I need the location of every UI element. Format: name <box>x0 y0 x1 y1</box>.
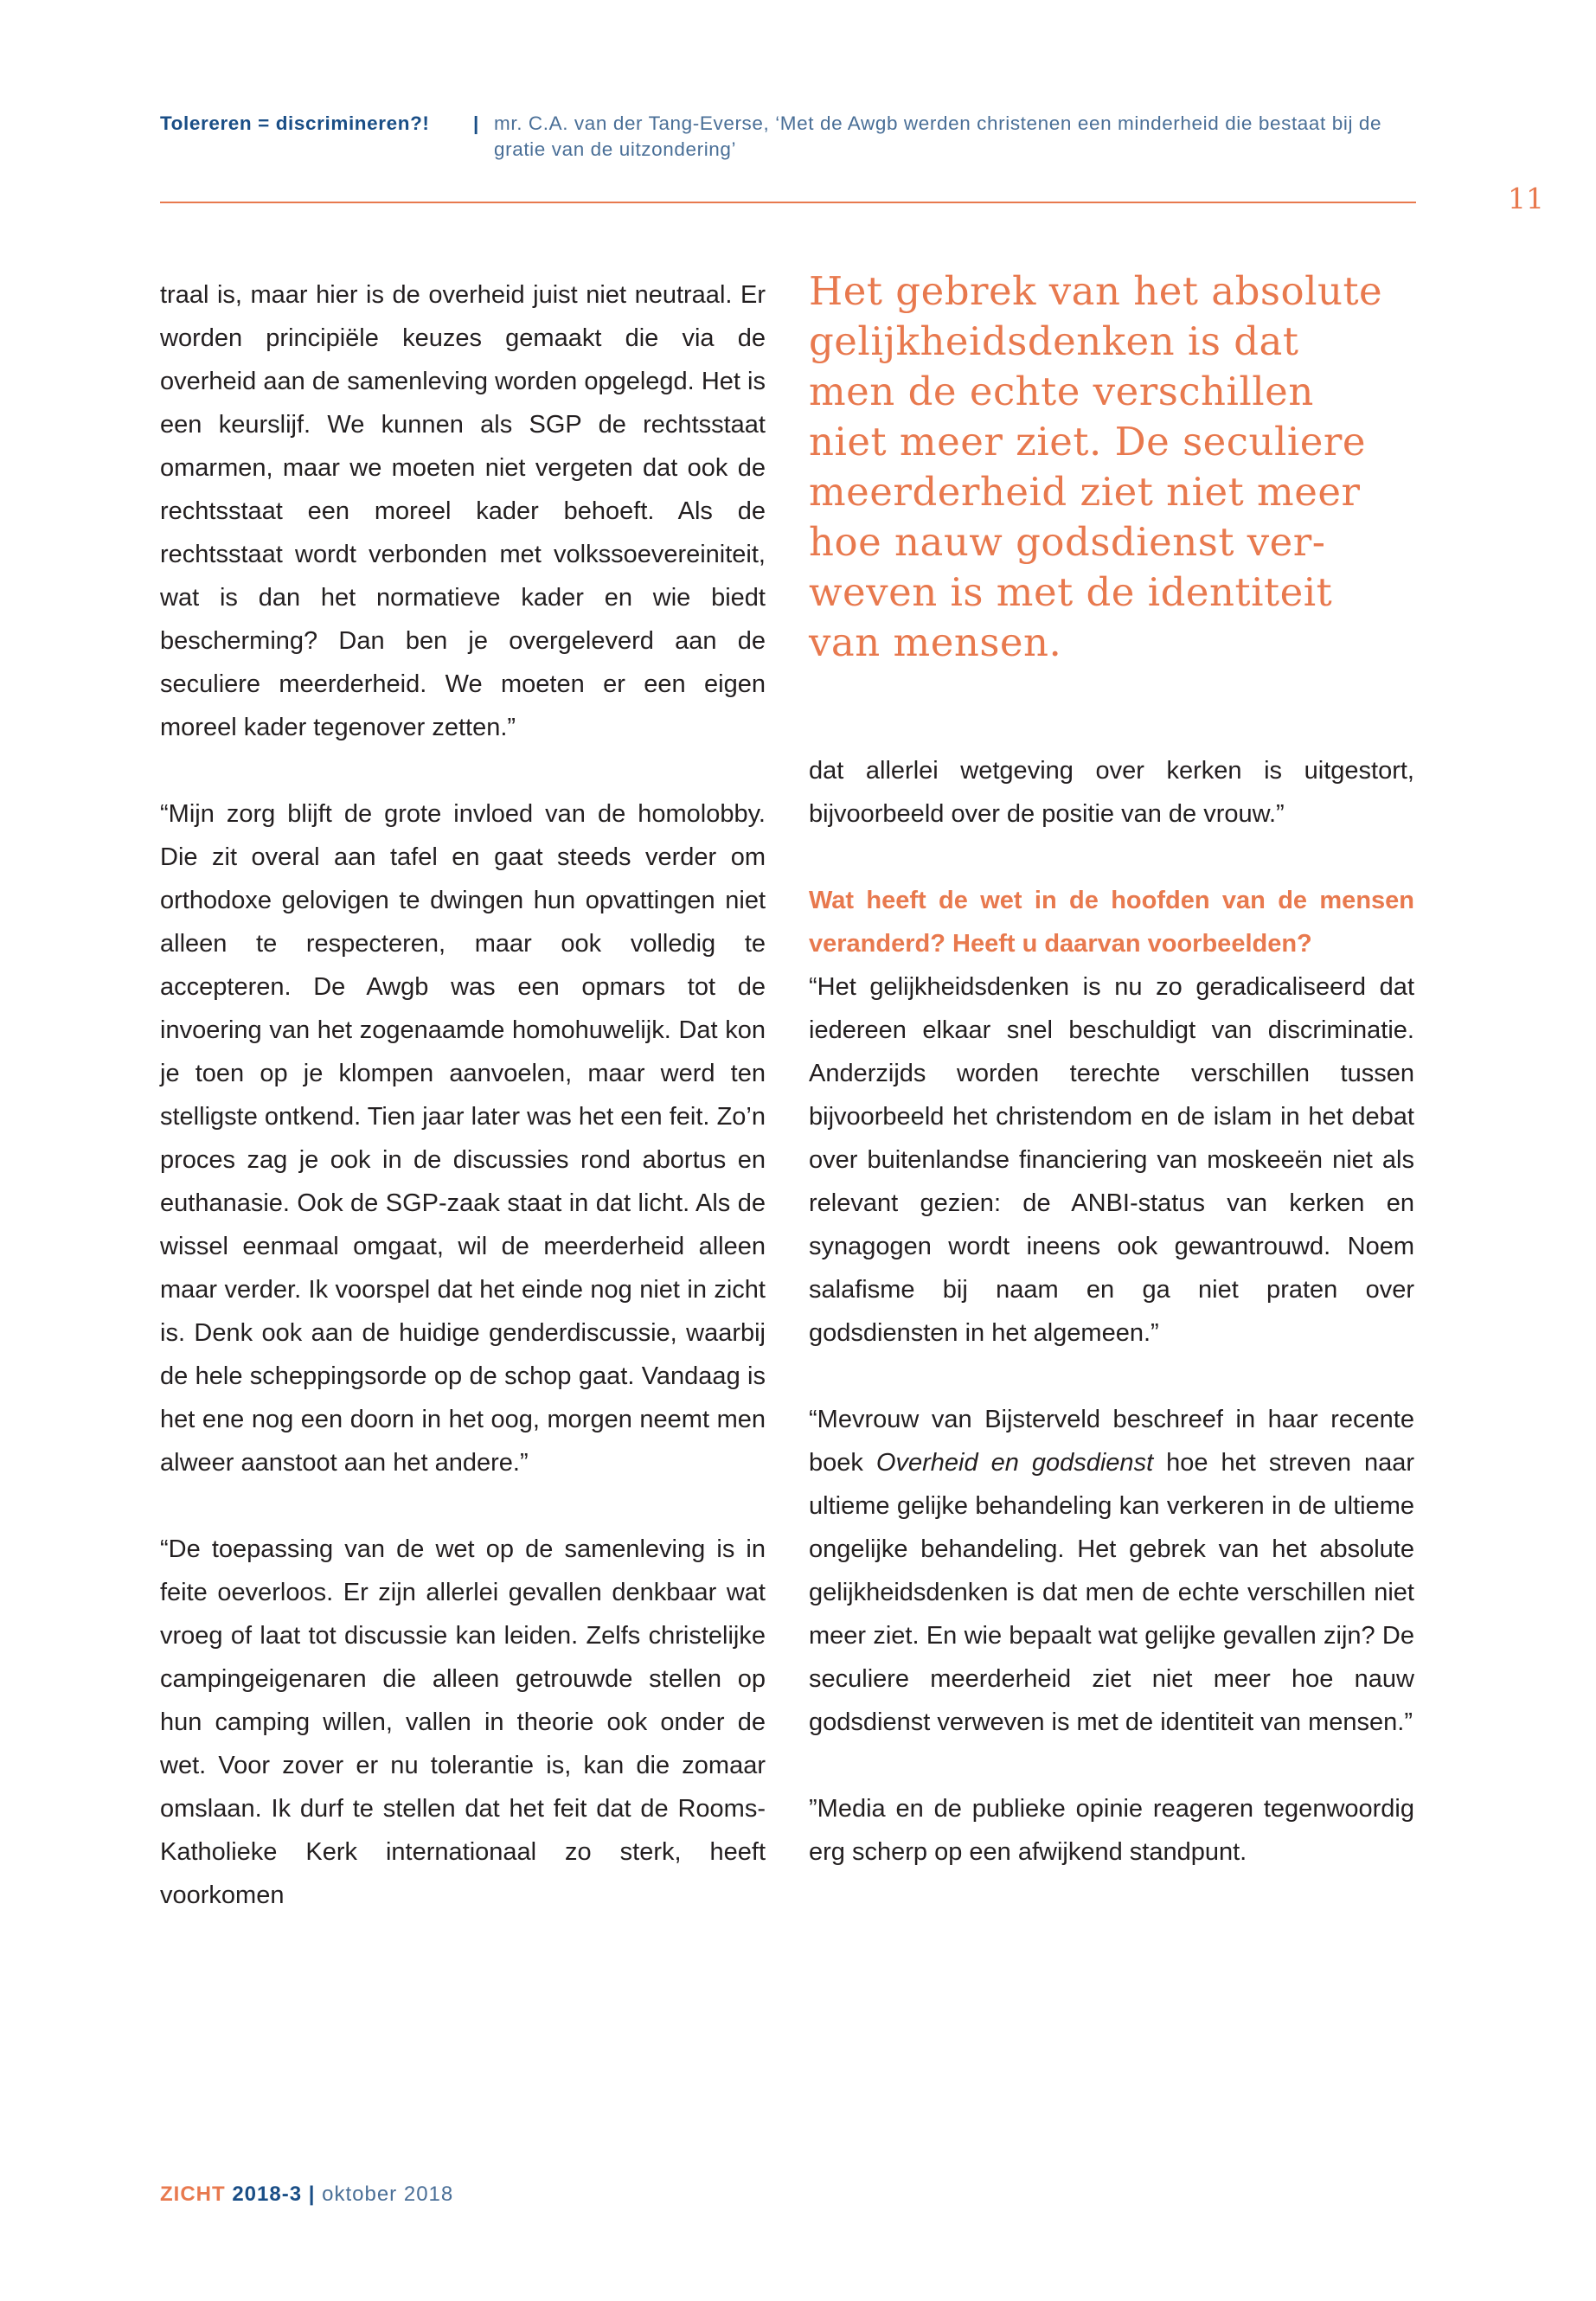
footer-date: oktober 2018 <box>322 2182 454 2206</box>
pull-quote-line: meerderheid ziet niet meer <box>809 469 1361 515</box>
pull-quote <box>809 266 1432 668</box>
paragraph: “Het gelijkheidsdenken is nu zo geradicaliseerd dat iedereen elkaar snel beschuldigt van discriminatie. Anderzijds worden terechte verschillen tussen bijvoorbeeld het christendom en de islam in het debat over buitenlandse financiering van moskeeën niet als relevant gezien: de ANBI-status van kerken en synagogen wordt ineens ook gewantrouwd. Noem salafisme bij naam en ga niet praten over godsdiensten in het algemeen.” <box>809 973 1414 1347</box>
pull-quote-line: hoe nauw godsdienst ver- <box>809 519 1326 565</box>
footer-separator: | <box>308 2182 316 2206</box>
pull-quote-line: niet meer ziet. De seculiere <box>809 419 1367 465</box>
header-subtitle: mr. C.A. van der Tang-Everse, ‘Met de Awgb werden christenen een minderheid die bestaat bij de gratie van de uitzondering’ <box>494 112 1382 160</box>
paragraph: “Mijn zorg blijft de grote invloed van de homolobby. Die zit overal aan tafel en gaat steeds verder om orthodoxe gelovigen te dwingen hun opvattingen niet alleen te respecteren, maar ook volledig te accepteren. De Awgb was een opmars tot de invoering van het zogenaamde homohuwelijk. Dat kon je toen op je klompen aanvoelen, maar werd ten stelligste ontkend. Tien jaar later was het een feit. Zo’n proces zag je ook in de discussies rond abortus en euthanasie. Ook de SGP-zaak staat in dat licht. Als de wissel eenmaal omgaat, wil de meerderheid alleen maar verder. Ik voorspel dat het einde nog niet in zicht is. Denk ook aan de huidige genderdiscussie, waarbij de hele scheppingsorde op de schop gaat. Vandaag is het ene nog een doorn in het oog, morgen neemt men alweer aanstoot aan het andere.” <box>160 800 766 1477</box>
left-column <box>160 273 766 1960</box>
paragraph: “De toepassing van de wet op de samenleving is in feite oeverloos. Er zijn allerlei gevallen denkbaar wat vroeg of laat tot discussie kan leiden. Zelfs christelijke campingeigenaren die alleen getrouwde stellen op hun camping willen, vallen in theorie ook onder de wet. Voor zover er nu tolerantie is, kan die zomaar omslaan. Ik durf te stellen dat het feit dat de Rooms-Katholieke Kerk internationaal zo sterk, heeft voorkomen <box>160 1535 766 1909</box>
footer-magazine: ZICHT <box>160 2182 226 2206</box>
pull-quote-line: van mensen. <box>809 619 1062 665</box>
header-separator: | <box>473 112 479 134</box>
header-rule <box>160 202 1416 203</box>
header-topic: Tolereren = discrimineren?! <box>160 112 430 134</box>
interview-question: Wat heeft de wet in de hoofden van de mensen veranderd? Heeft u daarvan voorbeelden? <box>809 887 1414 958</box>
book-title: Overheid en godsdienst <box>875 1449 1154 1477</box>
pull-quote-line: Het gebrek van het absolute <box>809 268 1383 314</box>
footer <box>160 2182 453 2207</box>
paragraph: dat allerlei wetgeving over kerken is uitgestort, bijvoorbeeld over de positie van de vrouw.” <box>809 757 1414 828</box>
paragraph <box>809 1398 1414 1744</box>
pull-quote-line: gelijkheidsdenken is dat <box>809 318 1299 364</box>
right-column <box>809 749 1414 1917</box>
pull-quote-line: men de echte verschillen <box>809 369 1314 414</box>
text-run: hoe het streven naar ultieme gelijke behandeling kan verkeren in de ultieme ongelijke behandeling. Het gebrek van het absolute gelijkheidsdenken is dat men de echte verschillen niet meer ziet. En wie bepaalt wat gelijke gevallen zijn? De seculiere meerderheid ziet niet meer hoe nauw godsdienst verweven is met de identiteit van mensen.” <box>809 1449 1414 1736</box>
paragraph: ”Media en de publieke opinie reageren tegenwoordig erg scherp op een afwijkend standpunt. <box>809 1795 1414 1866</box>
pull-quote-line: weven is met de identiteit <box>809 569 1333 615</box>
page-number: 11 <box>1508 182 1544 215</box>
paragraph: traal is, maar hier is de overheid juist niet neutraal. Er worden principiële keuzes gemaakt die via de overheid aan de samenleving worden opgelegd. Het is een keurslijf. We kunnen als SGP de rechtsstaat omarmen, maar we moeten niet vergeten dat ook de rechtsstaat een moreel kader behoeft. Als de rechtsstaat wordt verbonden met volkssoevereiniteit, wat is dan het normatieve kader en wie biedt bescherming? Dan ben je overgeleverd aan de seculiere meerderheid. We moeten er een eigen moreel kader tegenover zetten.” <box>160 281 766 741</box>
text-run: “Mevrouw van Bijsterveld beschreef in haar recente boek <box>809 1406 1414 1477</box>
footer-issue: 2018-3 <box>232 2182 303 2206</box>
